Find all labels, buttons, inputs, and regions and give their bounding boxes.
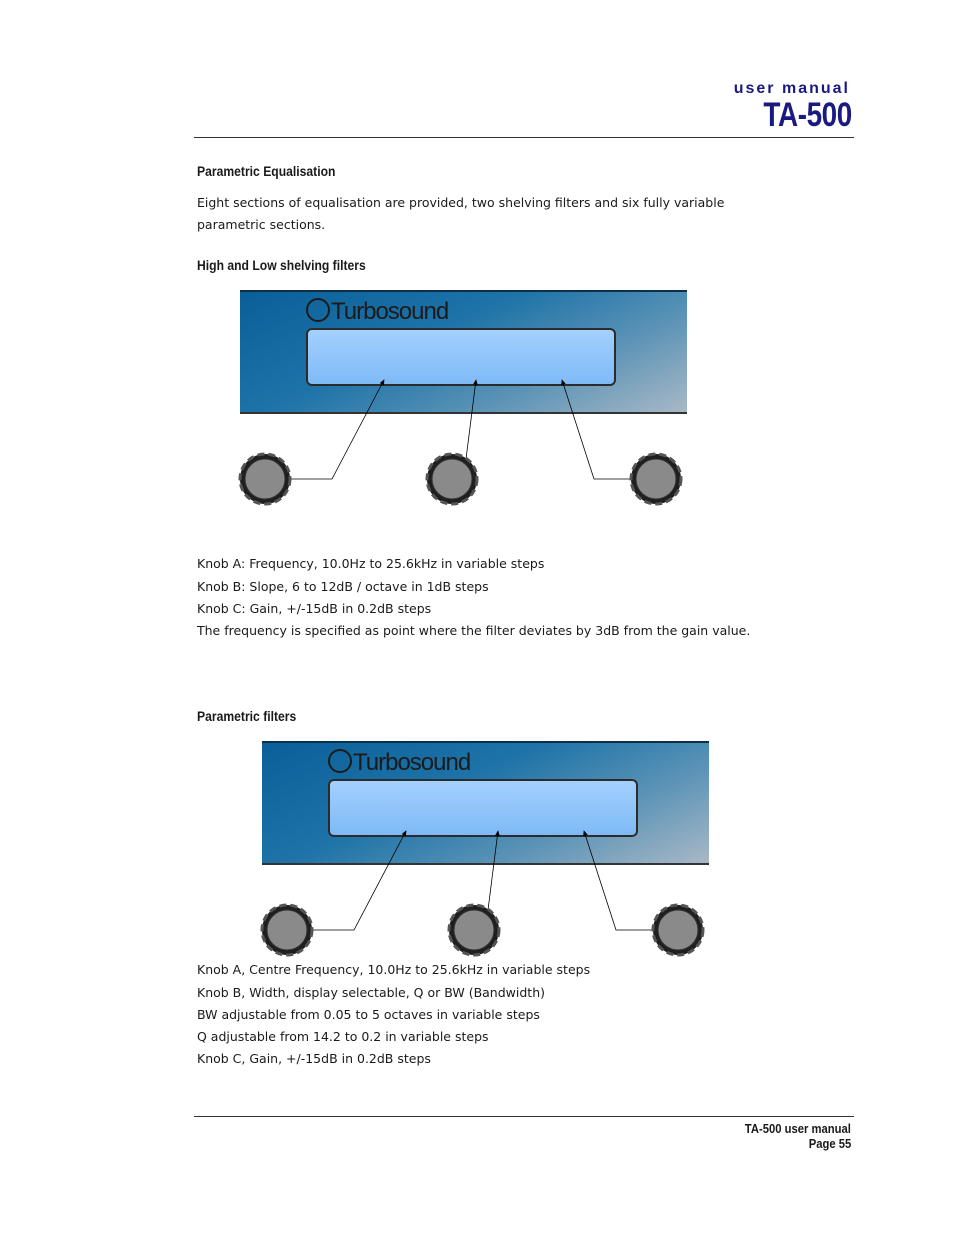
leader-line-knob-b (488, 831, 498, 910)
knob-c-icon (631, 454, 681, 504)
footer-rule (194, 1116, 854, 1117)
shelving-knob-c-text: Knob C: Gain, +/-15dB in 0.2dB steps (197, 601, 432, 616)
header-title: TA-500 (763, 96, 852, 134)
knob-a-icon (262, 905, 312, 955)
section-heading-parametric-equalisation: Parametric Equalisation (197, 164, 336, 179)
leader-line-knob-c (584, 831, 653, 930)
shelving-frequency-note: The frequency is specified as point where the filter deviates by 3dB from the gain value. (197, 623, 751, 638)
parametric-q-text: Q adjustable from 14.2 to 0.2 in variable steps (197, 1029, 489, 1044)
footer-page-number: Page 55 (808, 1137, 851, 1151)
footer-manual-title: TA-500 user manual (744, 1122, 851, 1136)
intro-paragraph-line-1: Eight sections of equalisation are provided, two shelving filters and six fully variable (197, 195, 725, 210)
intro-paragraph-line-2: parametric sections. (197, 217, 326, 232)
shelving-knob-b-text: Knob B: Slope, 6 to 12dB / octave in 1dB steps (197, 579, 489, 594)
brand-name: Turbosound (331, 298, 449, 325)
leader-line-knob-a (312, 831, 406, 930)
parametric-bw-text: BW adjustable from 0.05 to 5 octaves in variable steps (197, 1007, 540, 1022)
leader-line-knob-a (290, 380, 384, 479)
header-subtitle: user manual (733, 80, 850, 97)
section-heading-shelving-filters: High and Low shelving filters (197, 258, 366, 273)
knob-b-icon (427, 454, 477, 504)
leader-line-knob-b (466, 380, 476, 459)
parametric-knob-a-text: Knob A, Centre Frequency, 10.0Hz to 25.6kHz in variable steps (197, 962, 591, 977)
knob-a-icon (240, 454, 290, 504)
parametric-knob-c-text: Knob C, Gain, +/-15dB in 0.2dB steps (197, 1051, 431, 1066)
shelving-knob-a-text: Knob A: Frequency, 10.0Hz to 25.6kHz in variable steps (197, 556, 545, 571)
section-heading-parametric-filters: Parametric filters (197, 709, 297, 724)
parametric-knob-b-text: Knob B, Width, display selectable, Q or BW (Bandwidth) (197, 985, 545, 1000)
knob-b-icon (449, 905, 499, 955)
brand-name: Turbosound (353, 749, 471, 776)
leader-line-knob-c (562, 380, 631, 479)
knob-c-icon (653, 905, 703, 955)
